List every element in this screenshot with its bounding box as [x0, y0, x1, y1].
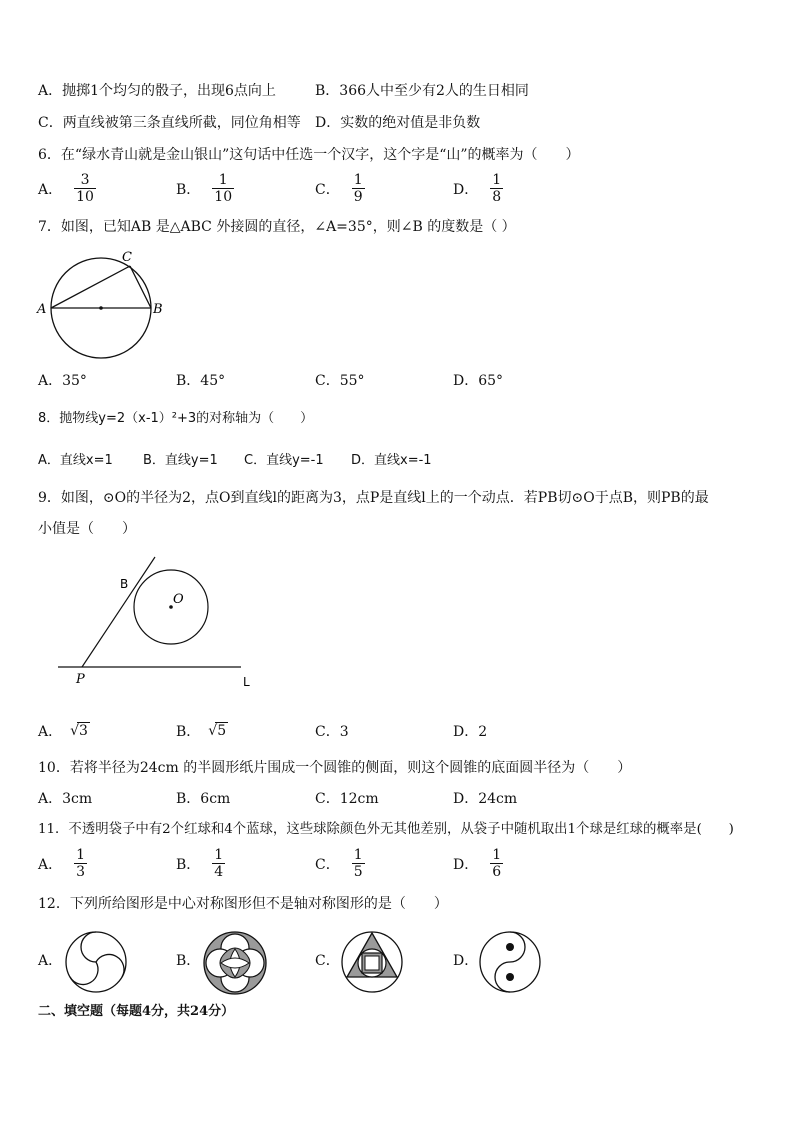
q6-option-c-label: C．: [315, 181, 340, 198]
q12-figure-d-taiji: [477, 929, 543, 995]
q9-option-b: [176, 721, 228, 741]
q6-option-a-fraction: [74, 172, 96, 205]
numerator: 1: [212, 172, 234, 189]
numerator: 1: [76, 847, 86, 863]
q11-option-c-fraction: [352, 847, 365, 880]
q6-option-a-label: A．: [38, 181, 63, 198]
q5-option-a: A．抛掷1个均匀的骰子，出现6点向上: [38, 83, 276, 99]
numerator: 3: [74, 172, 96, 189]
tangent-pb: [82, 557, 155, 667]
label-a: A: [37, 302, 47, 317]
q6-option-b: [176, 172, 234, 205]
q8-option-c: C．直线y=-1: [244, 453, 324, 468]
q12-option-c-label: C．: [315, 953, 340, 969]
segment-cb: [130, 266, 151, 308]
q11-option-d-label: D．: [453, 856, 479, 873]
q7-option-d: D．65°: [453, 373, 504, 389]
q10-option-b: B．6cm: [176, 791, 231, 807]
numerator: 1: [492, 847, 502, 863]
label-b: B: [153, 302, 163, 317]
q6-option-c: [315, 172, 365, 205]
radicand: 5: [217, 723, 227, 739]
q6-option-b-fraction: [212, 172, 234, 205]
sqrt-symbol: √5: [208, 723, 227, 739]
denominator: 6: [492, 864, 502, 880]
q12-figure-a-triskele: [63, 929, 129, 995]
q11-option-d: [453, 847, 503, 880]
q9-option-b-label: B．: [176, 724, 201, 740]
q11-option-a-label: A．: [38, 856, 63, 873]
q8-option-a: A．直线x=1: [38, 453, 113, 468]
q6-stem: 6．在“绿水青山就是金山银山”这句话中任选一个汉字，这个字是“山”的概率为（ ）: [38, 147, 580, 163]
q6-option-a: [38, 172, 96, 205]
numerator: 1: [492, 172, 502, 188]
q10-option-c: C．12cm: [315, 791, 379, 807]
sqrt-symbol: √3: [70, 723, 88, 739]
q11-option-b-label: B．: [176, 856, 201, 873]
denominator: 10: [214, 189, 233, 205]
q8-option-d: D．直线x=-1: [351, 453, 432, 468]
q12-stem: 12．下列所给图形是中心对称图形但不是轴对称图形的是（ ）: [38, 896, 448, 912]
q5-option-d: D．实数的绝对值是非负数: [315, 115, 481, 131]
q11-option-a-fraction: [74, 847, 87, 880]
q9-option-c: C．3: [315, 724, 349, 740]
q9-stem-line1: 9．如图，⊙O的半径为2，点O到直线l的距离为3，点P是直线l上的一个动点．若PB切⊙O于点B，则PB的最: [38, 490, 709, 506]
q6-option-b-label: B．: [176, 181, 201, 198]
label-b: B: [120, 577, 129, 591]
q7-option-a: A．35°: [38, 373, 87, 389]
q12-figure-b-petals: [201, 929, 269, 997]
q8-option-b: B．直线y=1: [143, 453, 218, 468]
q6-option-d-label: D．: [453, 181, 479, 198]
q10-option-d: D．24cm: [453, 791, 518, 807]
q8-stem: 8．抛物线y=2（x-1）²+3的对称轴为（ ）: [38, 411, 314, 426]
q10-option-a: A．3cm: [38, 791, 93, 807]
q7-option-c: C．55°: [315, 373, 365, 389]
q7-stem: 7．如图，已知AB 是△ABC 外接圆的直径，∠A=35°，则∠B 的度数是（ ）: [38, 219, 516, 235]
numerator: 1: [353, 172, 363, 188]
q9-stem-line2: 小值是（ ）: [38, 521, 136, 537]
q10-stem: 10．若将半径为24cm 的半圆形纸片围成一个圆锥的侧面，则这个圆锥的底面圆半径为（ ）: [38, 760, 632, 776]
numerator: 1: [214, 847, 224, 863]
denominator: 5: [353, 864, 363, 880]
q11-option-b: [176, 847, 225, 880]
segment-ac: [51, 266, 130, 308]
q11-option-c: [315, 847, 365, 880]
numerator: 1: [353, 847, 363, 863]
q7-circle-figure: [34, 246, 169, 364]
denominator: 10: [76, 189, 94, 205]
label-l: L: [243, 675, 250, 689]
q9-option-a: [38, 721, 90, 741]
label-o: O: [173, 592, 184, 607]
q11-option-a: [38, 847, 87, 880]
label-p: P: [76, 672, 85, 687]
q11-option-c-label: C．: [315, 856, 340, 873]
q9-option-a-label: A．: [38, 724, 63, 740]
q12-option-b-label: B．: [176, 953, 201, 969]
q5-option-c: C．两直线被第三条直线所截，同位角相等: [38, 115, 301, 131]
q12-figure-c-triangle-square: [339, 929, 405, 995]
q9-option-d: D．2: [453, 724, 488, 740]
denominator: 9: [353, 189, 363, 205]
center-dot: [99, 306, 103, 310]
q6-option-d-fraction: [490, 172, 503, 205]
q12-option-a-label: A．: [38, 953, 63, 969]
q5-option-b: B．366人中至少有2人的生日相同: [315, 83, 529, 99]
radicand: 3: [79, 723, 88, 739]
q11-option-b-fraction: [212, 847, 225, 880]
q6-option-c-fraction: [352, 172, 365, 205]
q6-option-d: [453, 172, 503, 205]
q12-option-d-label: D．: [453, 953, 479, 969]
denominator: 4: [214, 864, 224, 880]
denominator: 3: [76, 864, 86, 880]
section-2-heading: 二、填空题（每题4分，共24分）: [38, 1004, 235, 1019]
denominator: 8: [492, 189, 502, 205]
q7-option-b: B．45°: [176, 373, 226, 389]
label-c: C: [122, 250, 132, 265]
q11-option-d-fraction: [490, 847, 503, 880]
q11-stem: 11．不透明袋子中有2个红球和4个蓝球，这些球除颜色外无其他差别，从袋子中随机取出1个球是红球的概率是( ): [38, 822, 734, 837]
q9-tangent-figure: [54, 555, 264, 690]
